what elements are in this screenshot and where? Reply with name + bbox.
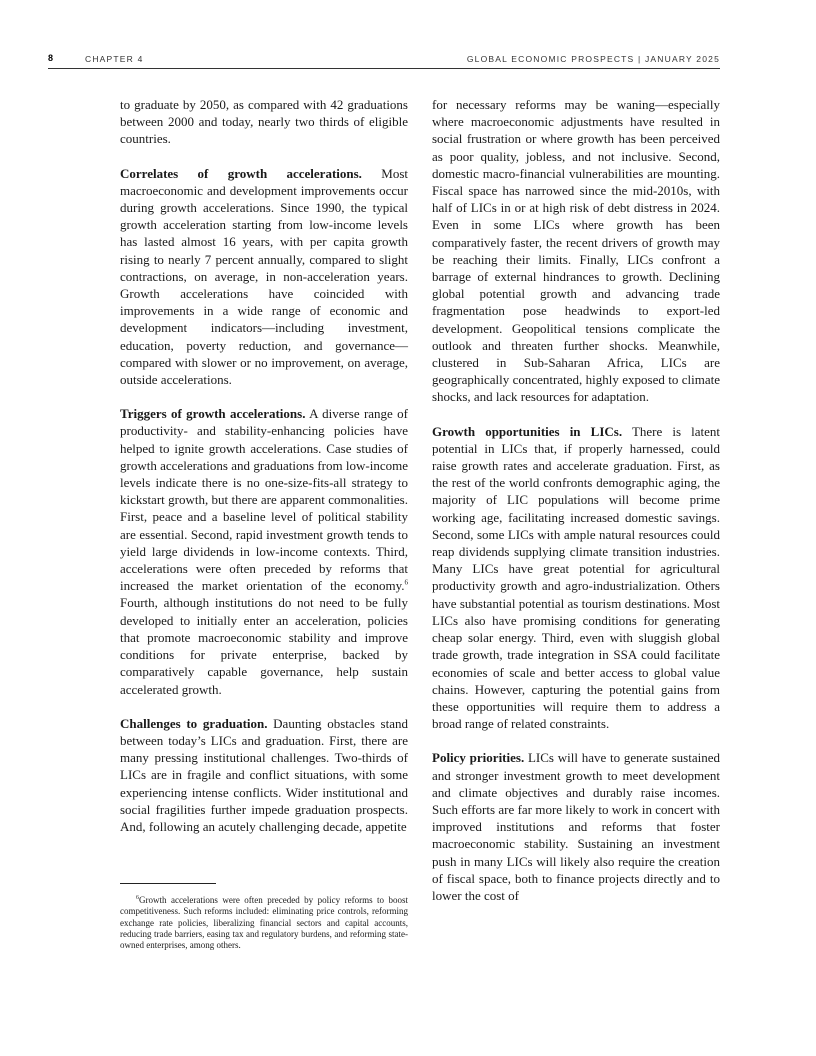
publication-title: GLOBAL ECONOMIC PROSPECTS | JANUARY 2025 bbox=[466, 54, 720, 64]
correlates-body: Most macroeconomic and development improvements occur during growth accelerations. Since 1990, the typical growth acceleration starting from low-income levels has lasted almost 16 years, with per capita growth rising to nearly 7 percent annually, compared to slight contractions, on average, in non-acceleration years. Growth accelerations have coincided with improvements in a wide range of economic and development indicators—including investment, education, poverty reduction, and governance—compared with slower or no improvement, on average, outside accelerations. bbox=[120, 165, 408, 388]
challenges-heading: Challenges to graduation. bbox=[120, 715, 268, 731]
page-number: 8 bbox=[48, 53, 54, 63]
footnote-text: Growth accelerations were often preceded by policy reforms to boost competitiveness. Such reforms included: eliminating price controls, reforming exchange rate policies, liberalizing financial sectors and capital accounts, reducing trade barriers, easing tax and regulatory burdens, and reforming state-owned enterprises, among others. bbox=[120, 895, 408, 951]
priorities-body: LICs will have to generate sustained and stronger investment growth to meet development and climate objectives and durably raise incomes. Such efforts are far more likely to work in concert with improved institutions and reforms that foster macroeconomic stability. Sustaining an investment push in many LICs will likely also require the creation of fiscal space, both to finance projects directly and to lower the cost of bbox=[432, 750, 721, 903]
footnote-divider bbox=[120, 883, 216, 884]
priorities-heading: Policy priorities. bbox=[432, 750, 525, 766]
triggers-heading: Triggers of growth accelerations. bbox=[120, 406, 306, 422]
right-column bbox=[432, 96, 720, 921]
footnote bbox=[120, 895, 408, 951]
footnote-reference[interactable]: 6 bbox=[404, 578, 408, 587]
opportunities-paragraph bbox=[432, 423, 720, 733]
opportunities-body: There is latent potential in LICs that, if properly harnessed, could raise growth rates and accelerate graduation. First, as the rest of the world confronts demographic aging, the majority of LIC populations will become prime working age, facilitating increased domestic savings. Second, some LICs with ample natural resources could reap dividends supplying climate transition industries. Many LICs have great potential for agricultural productivity growth and agro-industrialization. Others have substantial potential as tourism destinations. Most LICs also have promising conditions for generating cheap solar energy. Third, even with sluggish global trade growth, trade integration in SSA could facilitate economies of scale and better access to global value chains. However, capturing the potential gains from these opportunities will require them to address a broad range of related constraints. bbox=[432, 423, 721, 732]
continuation-paragraph: for necessary reforms may be waning—especially where macroeconomic adjustments have resulted in social frustration or where growth has been perceived as poor quality, jobless, and not inclusive. Second, domestic macro-financial vulnerabilities are mounting. Fiscal space has narrowed since the mid-2010s, with half of LICs in or at high risk of debt distress in 2024. Even in some LICs where growth has been comparatively faster, the recent drivers of growth may be reaching their limits. Finally, LICs confront a barrage of external hindrances to growth. Declining global potential growth and advancing trade fragmentation pose headwinds to export-led development. Geopolitical tensions complicate the outlook and threaten further shocks. Meanwhile, clustered in Sub-Saharan Africa, LICs are geographically concentrated, highly exposed to climate shocks, and lack resources for adaptation. bbox=[432, 97, 720, 405]
left-column bbox=[120, 96, 408, 852]
challenges-body: Daunting obstacles stand between today’s LICs and graduation. First, there are many pressing institutional challenges. Two-thirds of LICs are in fragile and conflict situations, with some experiencing intense conflicts. Wider institutional and social fragilities further impede graduation prospects. And, following an acutely challenging decade, appetite bbox=[120, 715, 408, 834]
triggers-paragraph bbox=[120, 405, 408, 697]
triggers-body-1: A diverse range of productivity- and stability-enhancing policies have helped to ignite growth accelerations. Case studies of growth accelerations and graduations from low-income levels indicate there is no one-size-fits-all strategy to kickstart growth, but there are apparent commonalities. First, peace and a baseline level of political stability are essential. Second, rapid investment growth tends to yield large dividends in low-income contexts. Third, accelerations were often preceded by reforms that increased the market orientation of the economy. bbox=[120, 406, 408, 594]
priorities-paragraph bbox=[432, 749, 720, 904]
triggers-body-2: Fourth, although institutions do not need to be fully developed to initially enter an acceleration, policies that promote macroeconomic stability and improve conditions for private enterprise, backed by comparatively capable governance, help sustain accelerated growth. bbox=[120, 595, 408, 697]
challenges-paragraph bbox=[120, 715, 408, 835]
footnote-marker: 6 bbox=[136, 895, 139, 901]
intro-paragraph: to graduate by 2050, as compared with 42 graduations between 2000 and today, nearly two thirds of eligible countries. bbox=[120, 97, 408, 147]
opportunities-heading: Growth opportunities in LICs. bbox=[432, 423, 623, 439]
chapter-label: CHAPTER 4 bbox=[85, 54, 144, 64]
correlates-heading: Correlates of growth accelerations. bbox=[120, 165, 362, 181]
correlates-paragraph bbox=[120, 165, 408, 389]
running-header bbox=[48, 52, 720, 69]
